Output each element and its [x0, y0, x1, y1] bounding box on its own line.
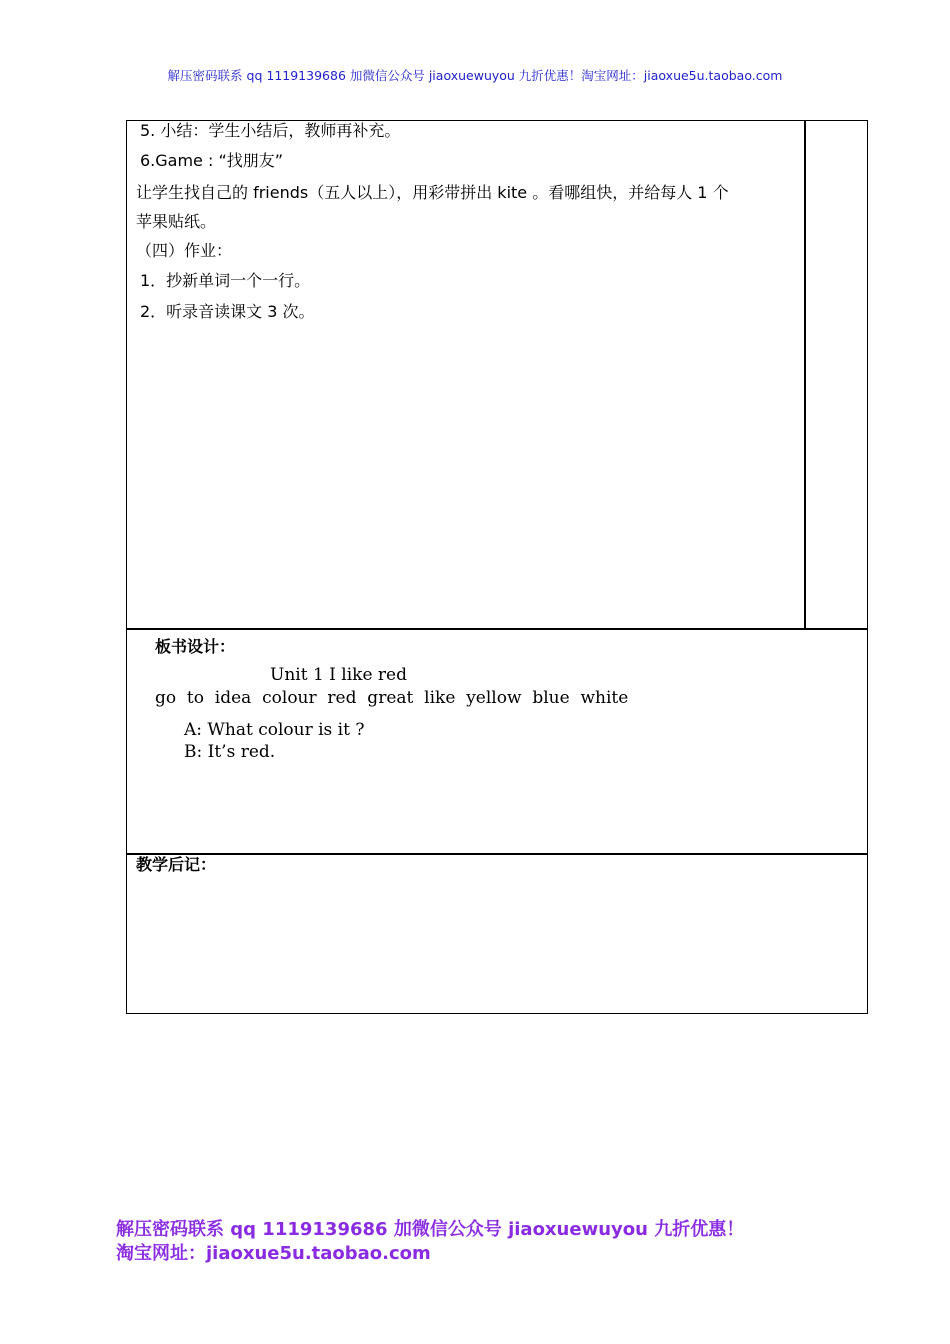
homework-item-1: 1．抄新单词一个一行。 — [140, 271, 311, 290]
footer-line-1: 解压密码联系 qq 1119139686 加微信公众号 jiaoxuewuyou 九折优惠！ — [116, 1219, 745, 1240]
footer-line-2: 淘宝网址：jiaoxue5u.taobao.com — [116, 1243, 431, 1264]
homework-title: （四）作业： — [136, 241, 233, 260]
reflection-label: 教学后记： — [136, 855, 217, 874]
board-dialog-b: B: It’s red. — [184, 742, 276, 762]
board-word-list: go to idea colour red great like yellow blue white — [155, 688, 629, 708]
board-dialog-a: A: What colour is it ? — [184, 720, 365, 740]
footer-note — [116, 1218, 744, 1266]
reflection-cell — [126, 853, 868, 1014]
header-note: 解压密码联系 qq 1119139686 加微信公众号 jiaoxuewuyou 九折优惠！淘宝网址：jiaoxue5u.taobao.com — [167, 68, 783, 83]
game-description-line2: 苹果贴纸。 — [136, 212, 217, 231]
homework-item-2: 2．听录音读课文 3 次。 — [140, 302, 315, 321]
board-unit-title: Unit 1 I like red — [270, 665, 407, 685]
game-description-line1: 让学生找自己的 friends（五人以上），用彩带拼出 kite 。看哪组快，并给每人 1 个 — [136, 183, 729, 202]
steps-side-cell — [804, 120, 868, 630]
step-6-game: 6.Game : “找朋友” — [140, 151, 284, 170]
board-design-label: 板书设计： — [155, 637, 236, 656]
step-5: 5. 小结：学生小结后，教师再补充。 — [140, 121, 401, 140]
